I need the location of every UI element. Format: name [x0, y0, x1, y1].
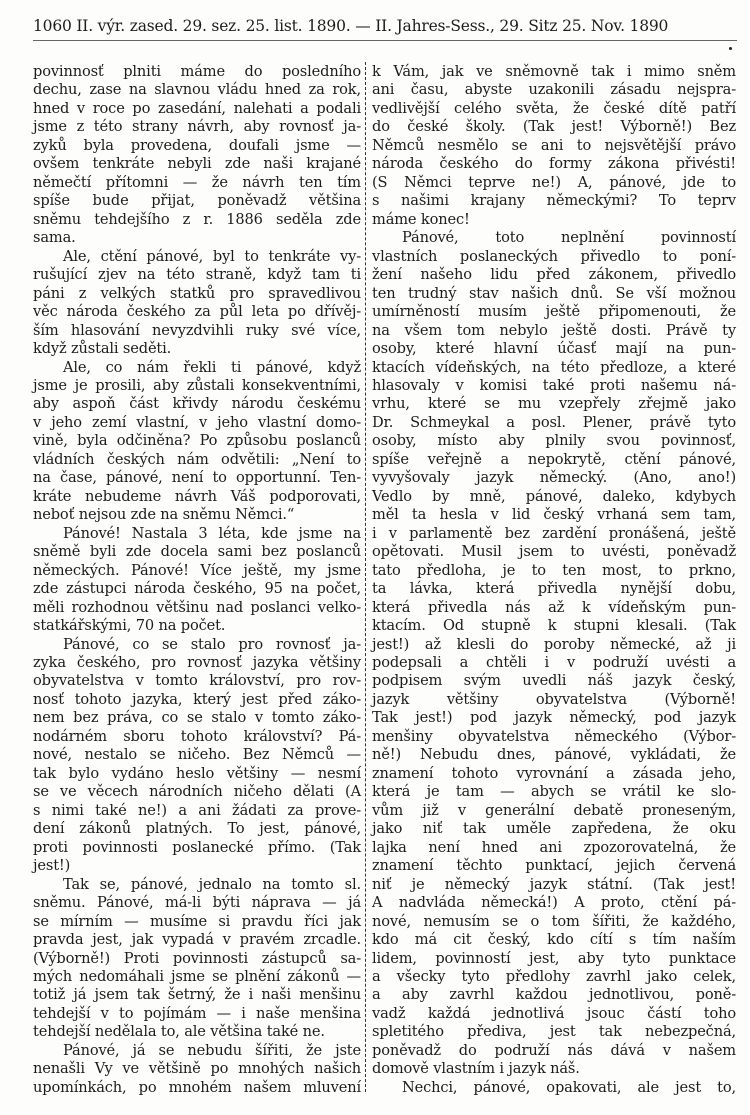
text-line: Tak se, pánové, jednalo na tomto sl.: [63, 875, 361, 893]
column-divider: [365, 62, 366, 1092]
text-line: máme konec!: [372, 210, 470, 228]
text-line: znamení tohoto vyrovnání a zásada jeho,: [372, 764, 736, 782]
print-speck: [729, 47, 732, 50]
text-line: sněmě byli zde docela sami bez poslanců: [33, 543, 361, 561]
text-line: i v parlamentě bez zardění pronášená, ještě: [372, 524, 736, 542]
text-line: podepsali a chtěli i v podruží uvésti a: [372, 654, 736, 671]
text-line: ktacích vídeňských, na této předloze, a které: [372, 358, 736, 376]
text-line: se mírním — musíme si pravdu říci jak: [33, 912, 361, 930]
text-line: lajka není hned ani zpozorovatelná, že: [372, 838, 736, 856]
text-line: zyka českého, pro rovnosť jazyka většiny: [33, 654, 361, 671]
text-line: německých. Pánové! Více ještě, my jsme: [33, 561, 361, 579]
text-line: jest!): [33, 857, 71, 875]
text-line: ten trudný stav našich dnů. Se vší možnou: [372, 284, 736, 302]
text-line: (Výborně!) Proti povinnosti zástupců sa-: [33, 949, 361, 967]
text-line: Dr. Schmeykal a posl. Plener, právě tyto: [372, 413, 736, 431]
text-line: a aby zavrhl každou jednotlivou, poně-: [372, 986, 736, 1004]
text-line: A nadvláda německá!) A proto, ctění pá-: [372, 894, 736, 912]
text-line: jsme z této strany návrh, aby rovnosť ja-: [33, 118, 361, 136]
text-line: znamení těchto punktací, jejich červená: [372, 857, 736, 875]
text-line: páni z velkých statků pro spravedlivou: [33, 284, 361, 302]
paragraph: [372, 63, 736, 229]
text-line: niť je německý jazyk státní. (Tak jest!: [372, 875, 736, 893]
text-line: umírněností musím ještě připomenouti, že: [372, 303, 736, 321]
text-line: obyvatelstva v tomto království, pro rov-: [33, 672, 361, 690]
paragraph: [33, 359, 361, 525]
text-line: sněmu tehdejšího z r. 1886 seděla zde: [33, 210, 361, 228]
text-line: (S Němci teprve ne!) A, pánové, jde to: [372, 173, 736, 191]
text-line: aby aspoň část křivdy národu českému: [33, 395, 361, 413]
text-line: hlasovaly v komisi také proti našemu ná-: [372, 376, 736, 394]
text-line: věc národa českého za půl leta po dřívěj-: [33, 303, 361, 321]
text-line: Ale, ctění pánové, byl to tenkráte vy-: [63, 247, 361, 265]
text-line: Pánové, toto neplnění povinností: [402, 229, 736, 247]
text-line: sama.: [33, 229, 76, 247]
paragraph: [372, 229, 736, 1079]
running-header: [33, 17, 737, 39]
text-line: zyků byla provedena, doufali jsme —: [33, 136, 361, 154]
text-line: povinnosť plniti máme do posledního: [33, 63, 361, 80]
text-line: Nechci, pánové, opakovati, ale jest to,: [402, 1078, 736, 1096]
text-line: Vedlo by mně, pánové, daleko, kdybych: [372, 487, 736, 505]
text-line: vládních českých nám odvětili: „Není to: [33, 450, 361, 468]
text-line: vedlivější celého světa, že české dítě patří: [372, 99, 736, 117]
text-line: osoby, které hlavní účasť mají na pun-: [372, 340, 736, 358]
text-line: mých nedomáhali jsme se plnění zákonů —: [33, 967, 361, 985]
paragraph: [33, 525, 361, 636]
text-line: vlastních poslaneckých přivedlo to poní-: [372, 247, 736, 265]
paragraph: [33, 876, 361, 1042]
text-line: nové, nemusím se o tom šířiti, že každého,: [372, 912, 736, 930]
text-line: upomínkách, po mnohém našem mluvení: [33, 1078, 361, 1096]
text-line: jako niť tak uměle zapředena, že oku: [372, 820, 736, 838]
header-rule: [33, 40, 737, 41]
text-line: ktacím. Od stupně k stupni klesali. (Tak: [372, 617, 736, 635]
text-line: Ale, co nám řekli ti pánové, když: [63, 358, 361, 376]
text-line: vyvyšovaly jazyk německý. (Ano, ano!): [372, 469, 736, 487]
text-line: opětovati. Musil jsem to uvésti, poněvadž: [372, 543, 736, 561]
text-line: spletitého přediva, jest tak nebezpečná,: [372, 1023, 736, 1041]
text-line: domově vlastním i jazyk náš.: [372, 1060, 580, 1078]
header-text: 1060 II. výr. zased. 29. sez. 25. list. 1890. — II. Jahres-Sess., 29. Sitz 25. Nov. 1890: [33, 17, 669, 35]
text-line: jazyk většiny obyvatelstva (Výborně!: [372, 690, 736, 708]
text-line: k Vám, jak ve sněmovně tak i mimo sněm: [372, 63, 736, 80]
left-column: [33, 63, 361, 1097]
text-line: nosť tohoto jazyka, který jest před záko-: [33, 690, 361, 708]
text-line: a všecky tyto předlohy zavrhl jako celek,: [372, 967, 736, 985]
text-line: vrhu, které se mu vzepřely zřejmě jako: [372, 395, 736, 413]
text-line: ta lávka, která přivedla nynější dobu,: [372, 580, 736, 598]
text-line: nenašli Vy ve většině po mnohých našich: [33, 1060, 361, 1078]
text-line: pravda jest, jak vypadá v pravém zrcadle.: [33, 931, 361, 949]
text-line: neboť nejsou zde na sněmu Němci.“: [33, 506, 295, 524]
text-line: kráte nebudeme návrh Váš podporovati,: [33, 487, 361, 505]
text-line: s nimi také ne!) a ani žádati za prove-: [33, 801, 361, 819]
text-line: sněmu. Pánové, má-li býti náprava — já: [33, 894, 361, 912]
text-line: lidem, povinností jest, aby tyto punktace: [372, 949, 736, 967]
text-line: rušující zjev na této straně, když tam ti: [33, 266, 361, 284]
text-line: Pánové, já se nebudu šířiti, že jste: [63, 1041, 361, 1059]
text-line: osoby, místo aby plnily svou povinnosť,: [372, 432, 736, 450]
text-line: vům již v generální debatě proneseným,: [372, 801, 736, 819]
text-line: Pánové! Nastala 3 léta, kde jsme na: [63, 524, 361, 542]
text-line: vadž každá jednotlivá jsouc částí toho: [372, 1004, 736, 1022]
text-line: dení zákonů platných. To jest, pánové,: [33, 820, 361, 838]
text-line: která přivedla nás až k vídeňským pun-: [372, 598, 736, 616]
text-line: tato předloha, je to ten most, to prkno,: [372, 561, 736, 579]
text-line: tehdejší v to pojímám — i naše menšina: [33, 1004, 361, 1022]
text-line: která je tam — abych se vrátil ke slo-: [372, 783, 736, 801]
text-line: hned v roce po zasedání, nalehati a podali: [33, 99, 361, 117]
text-line: statkářskými, 70 na počet.: [33, 617, 226, 635]
text-line: Tak jest!) pod jazyk německý, pod jazyk: [372, 709, 736, 727]
text-line: nové, nestalo se ničeho. Bez Němců —: [33, 746, 361, 764]
text-line: spíše bude přijat, poněvadž většina: [33, 192, 361, 210]
text-line: národa českého do formy zákona přivésti!: [372, 155, 736, 173]
text-line: když zůstali seděti.: [33, 340, 172, 358]
paragraph: [33, 248, 361, 359]
text-line: němečtí přítomni — že návrh ten tím: [33, 173, 361, 191]
text-line: kdo má cit český, kdo cítí s tím naším: [372, 931, 736, 949]
text-line: tehdejší nedělala to, ale většina také ne.: [33, 1023, 325, 1041]
text-line: na všem tom nebylo ještě dosti. Právě ty: [372, 321, 736, 339]
right-column: [372, 63, 736, 1097]
text-line: měl ta hesla v lid český vrhaná sem tam,: [372, 506, 736, 524]
text-line: tak bylo vydáno heslo většiny — nesmí: [33, 764, 361, 782]
text-line: s našimi krajany německými? To teprv: [372, 192, 736, 210]
text-line: měli rozhodnou většinu nad poslanci velko-: [33, 598, 361, 616]
text-line: jsme je prosili, aby zůstali konsekventními,: [33, 376, 361, 394]
text-line: ším hlasování nevyzdvihli ruky své více,: [33, 321, 361, 339]
text-line: žení našeho lidu před zákonem, přivedlo: [372, 266, 736, 284]
text-line: menšiny obyvatelstva německého (Výbor-: [372, 727, 736, 745]
paragraph: [33, 1042, 361, 1097]
text-line: poněvadž do podruží nás dává v našem: [372, 1041, 736, 1059]
paragraph: [372, 1079, 736, 1097]
text-line: nem bez práva, co se stalo v tomto záko-: [33, 709, 361, 727]
paragraph: [33, 636, 361, 876]
text-line: dechu, zase na slavnou vládu hned za rok,: [33, 81, 361, 99]
text-line: proti povinnosti poslanecké přímo. (Tak: [33, 838, 361, 856]
text-line: Pánové, co se stalo pro rovnosť ja-: [63, 635, 361, 653]
text-line: Němců nesmělo se ani to nejsvětější právo: [372, 136, 736, 154]
text-line: nodárném sboru tohoto království? Pá-: [33, 727, 361, 745]
text-line: v jeho zemí vlastní, v jeho vlastní domo-: [33, 413, 361, 431]
paragraph: [33, 63, 361, 248]
text-line: ani času, abyste uzakonili zásadu nejspra-: [372, 81, 736, 99]
text-line: podpisem svým uvedli náš jazyk český,: [372, 672, 736, 690]
text-line: se ve věcech národních ničeho dělati (A: [33, 783, 361, 801]
text-line: spíše veřejně a nepokrytě, ctění pánové,: [372, 450, 736, 468]
text-line: na čase, pánové, není to opportunní. Ten-: [33, 469, 361, 487]
text-line: do české školy. (Tak jest! Výborně!) Bez: [372, 118, 736, 136]
text-line: totiž já jsem tak šetrný, že i naši menšinu: [33, 986, 361, 1004]
text-line: zde zástupci národa českého, 95 na počet,: [33, 580, 361, 598]
text-line: ně!) Nebudu dnes, pánové, vykládati, že: [372, 746, 736, 764]
text-line: jest!) až klesli do poroby německé, až ji: [372, 635, 736, 653]
text-line: vině, byla odčiněna? Po způsobu poslanců: [33, 432, 361, 450]
text-line: ovšem tenkráte nebyli zde naši krajané: [33, 155, 361, 173]
